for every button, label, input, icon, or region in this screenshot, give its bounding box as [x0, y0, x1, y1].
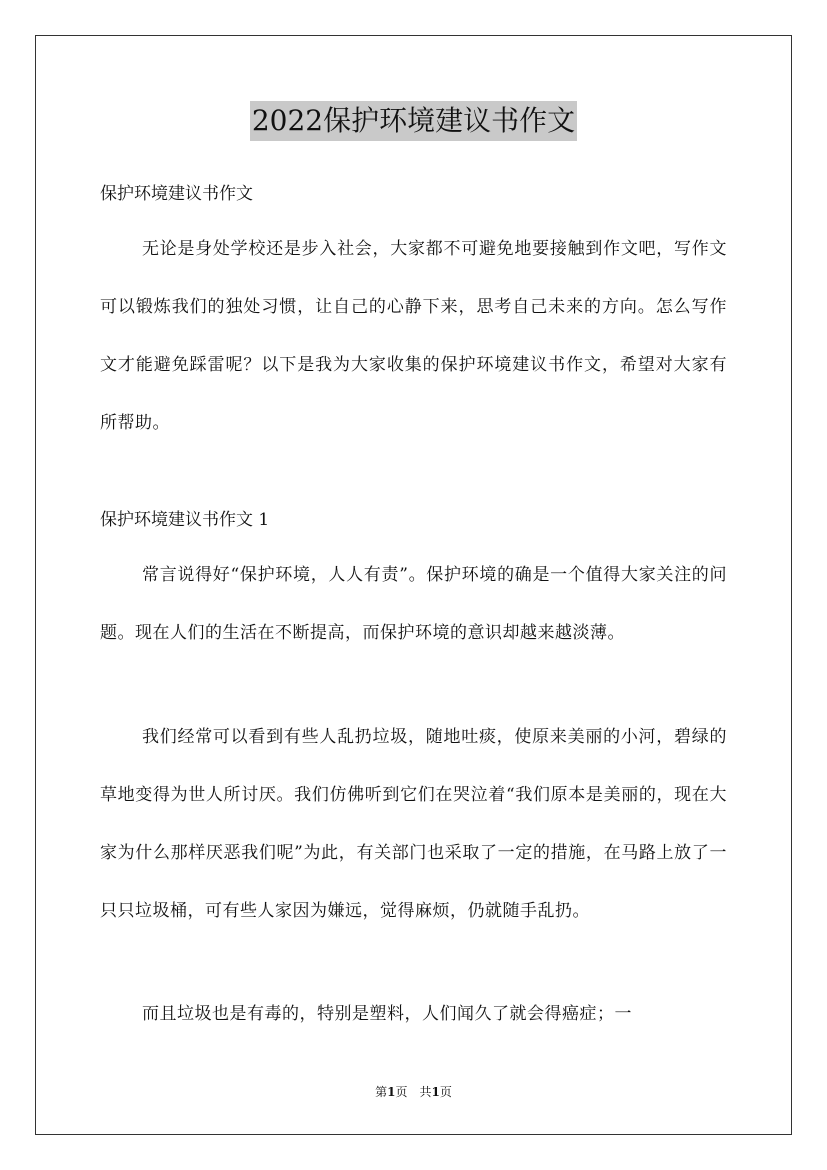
footer-suffix: 页 [439, 1085, 452, 1099]
section1-paragraph-1: 常言说得好“保护环境，人人有责”。保护环境的确是一个值得大家关注的问题。现在人们的生活在不断提高，而保护环境的意识却越来越淡薄。 [100, 565, 727, 643]
section1-heading: 保护环境建议书作文 1 [100, 510, 270, 530]
footer-mid: 页 共 [395, 1085, 432, 1099]
intro-paragraph: 无论是身处学校还是步入社会，大家都不可避免地要接触到作文吧，写作文可以锻炼我们的独处习惯，让自己的心静下来，思考自己未来的方向。怎么写作文才能避免踩雷呢？以下是我为大家收集的保护环境建议书作文，希望对大家有所帮助。 [100, 239, 727, 433]
document-title: 2022保护环境建议书作文 [250, 101, 577, 141]
footer-total-pages: 1 [431, 1085, 440, 1099]
page-footer [0, 1084, 827, 1100]
footer-prefix: 第 [375, 1085, 388, 1099]
section1-paragraph-3: 而且垃圾也是有毒的，特别是塑料，人们闻久了就会得癌症；一 [142, 1004, 632, 1024]
footer-current-page: 1 [387, 1085, 396, 1099]
section1-paragraph-2: 我们经常可以看到有些人乱扔垃圾，随地吐痰，使原来美丽的小河，碧绿的草地变得为世人所讨厌。我们仿佛听到它们在哭泣着“我们原本是美丽的，现在大家为什么那样厌恶我们呢”为此，有关部门也采取了一定的措施，在马路上放了一只只垃圾桶，可有些人家因为嫌远，觉得麻烦，仍就随手乱扔。 [100, 727, 727, 921]
intro-heading: 保护环境建议书作文 [100, 184, 253, 204]
title-container [0, 101, 827, 141]
